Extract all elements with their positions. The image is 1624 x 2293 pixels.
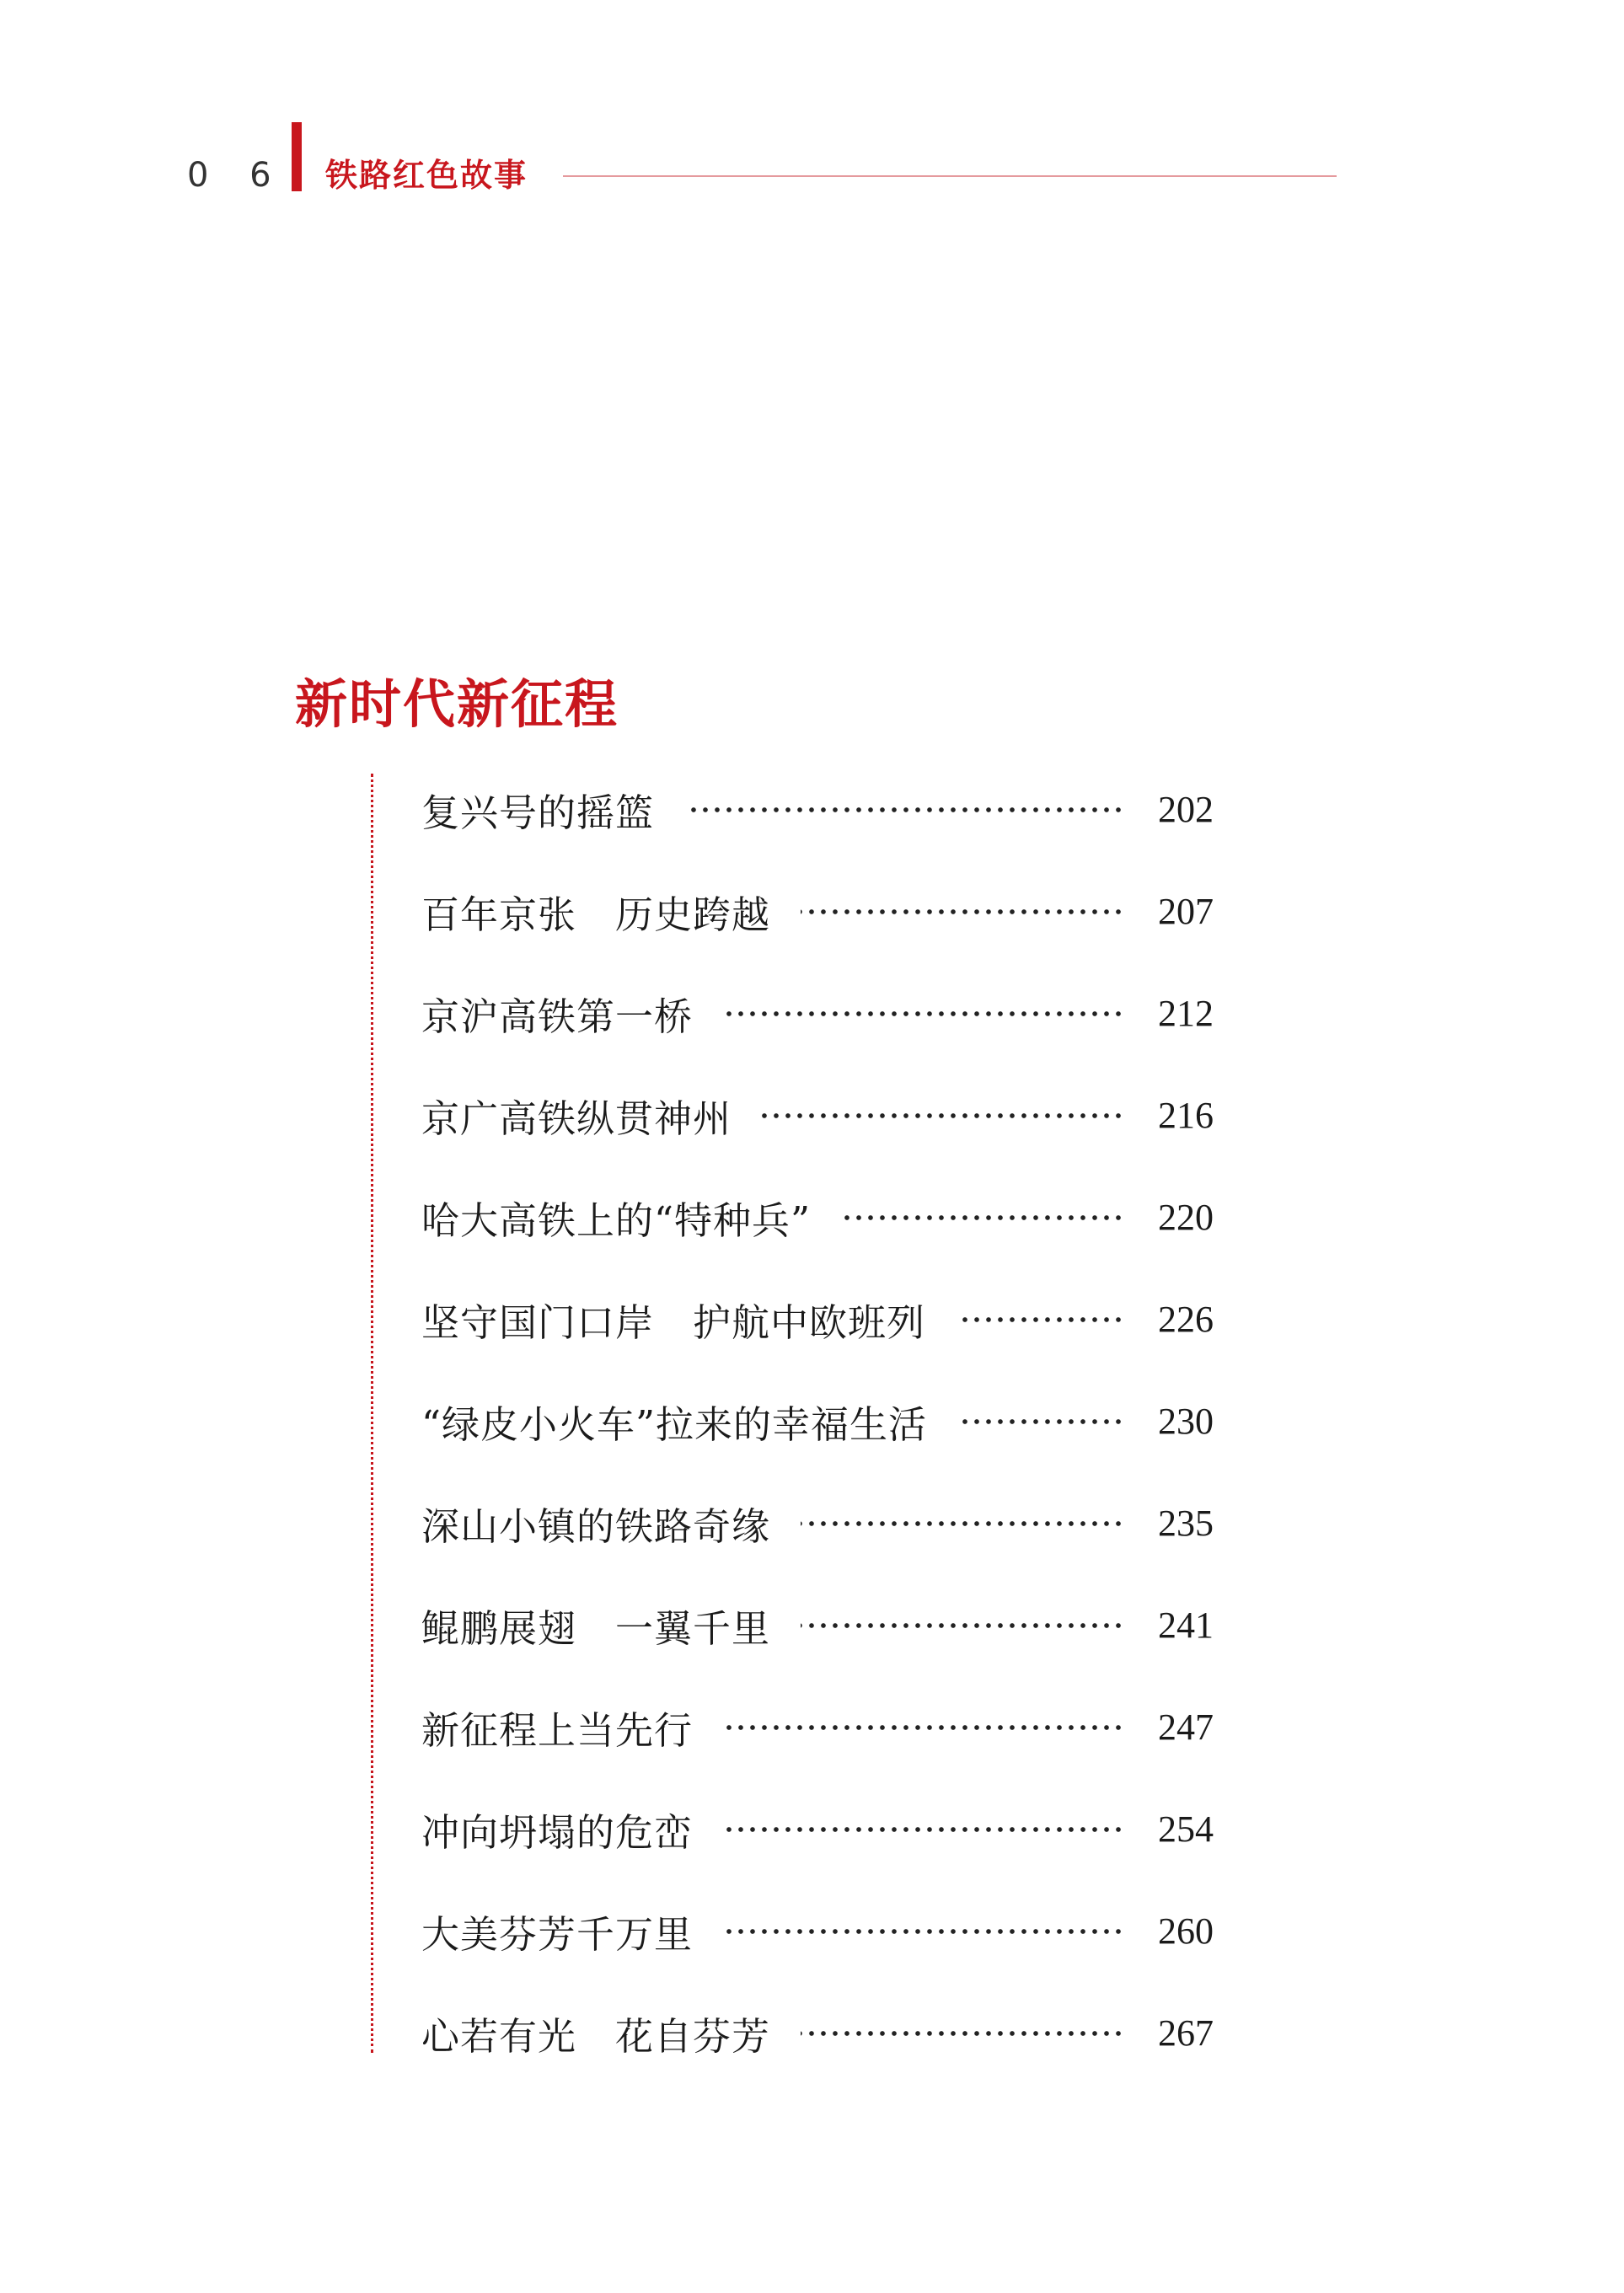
toc-entry[interactable] <box>421 1778 1214 1880</box>
toc-entry[interactable] <box>421 1268 1214 1370</box>
toc-dot-leader <box>723 1827 1124 1832</box>
toc-dotted-rule <box>371 774 373 2053</box>
header-accent-bar <box>292 122 302 191</box>
toc-dot-leader <box>801 909 1124 914</box>
toc-entry-title: 京广高铁纵贯神州 <box>421 1096 732 1141</box>
toc-entry-page: 212 <box>1158 993 1214 1034</box>
toc-dot-leader <box>801 2031 1124 2036</box>
toc-entry-title: 新征程上当先行 <box>421 1708 694 1753</box>
toc-entry[interactable] <box>421 1370 1214 1472</box>
toc-dot-leader <box>723 1725 1124 1730</box>
toc-entry-title: 百年京张 历史跨越 <box>421 892 771 937</box>
toc-entry-title: 复兴号的摇篮 <box>421 790 655 835</box>
toc-entry-title: 冲向坍塌的危峦 <box>421 1810 694 1855</box>
toc-entry-title: “绿皮小火车”拉来的幸福生活 <box>421 1402 928 1447</box>
toc-entry-page: 247 <box>1158 1706 1214 1748</box>
toc-entry-title: 哈大高铁上的“特种兵” <box>421 1198 812 1243</box>
toc-entry-title: 大美芬芳千万里 <box>421 1912 694 1957</box>
toc-entry-title: 深山小镇的铁路奇缘 <box>421 1504 771 1549</box>
section-title: 新时代新征程 <box>295 672 619 735</box>
running-header <box>0 0 1624 219</box>
toc-entry-page: 260 <box>1158 1910 1214 1952</box>
toc-entry-page: 254 <box>1158 1808 1214 1850</box>
toc-entry-title: 坚守国门口岸 护航中欧班列 <box>421 1300 926 1345</box>
toc-entry[interactable] <box>421 1880 1214 1982</box>
toc-dot-leader <box>723 1929 1124 1934</box>
toc-entry-page: 216 <box>1158 1095 1214 1136</box>
toc-entry-title: 鲲鹏展翅 一翼千里 <box>421 1606 771 1651</box>
toc-entry-title: 心若有光 花自芬芳 <box>421 2014 771 2059</box>
toc-entry[interactable] <box>421 1574 1214 1676</box>
toc-entry[interactable] <box>421 860 1214 962</box>
toc-dot-leader <box>956 1317 1124 1322</box>
toc-entry[interactable] <box>421 1166 1214 1268</box>
toc-dot-leader <box>723 1011 1124 1016</box>
toc-dot-leader <box>841 1215 1124 1220</box>
header-rule <box>563 175 1337 177</box>
toc-entry-page: 207 <box>1158 891 1214 932</box>
toc-entry-page: 235 <box>1158 1503 1214 1544</box>
toc-entry-page: 267 <box>1158 2012 1214 2054</box>
toc-entry-page: 220 <box>1158 1197 1214 1238</box>
toc-dot-leader <box>801 1623 1124 1628</box>
toc-dot-leader <box>957 1419 1124 1424</box>
toc-entry-page: 230 <box>1158 1401 1214 1442</box>
toc-entry[interactable] <box>421 1064 1214 1166</box>
toc-entry-page: 226 <box>1158 1299 1214 1340</box>
toc-entry[interactable] <box>421 1676 1214 1778</box>
toc-entry[interactable] <box>421 1472 1214 1574</box>
toc-entry-title: 京沪高铁第一桥 <box>421 994 694 1039</box>
toc-dot-leader <box>801 1521 1124 1526</box>
table-of-contents <box>421 758 1214 2084</box>
toc-entry-page: 241 <box>1158 1605 1214 1646</box>
toc-entry[interactable] <box>421 1982 1214 2084</box>
toc-dot-leader <box>684 807 1124 812</box>
toc-dot-leader <box>762 1113 1124 1118</box>
book-title: 铁路红色故事 <box>325 157 528 194</box>
page-number: 0 6 <box>187 156 287 195</box>
toc-entry-page: 202 <box>1158 789 1214 830</box>
toc-entry[interactable] <box>421 962 1214 1064</box>
toc-entry[interactable] <box>421 758 1214 860</box>
